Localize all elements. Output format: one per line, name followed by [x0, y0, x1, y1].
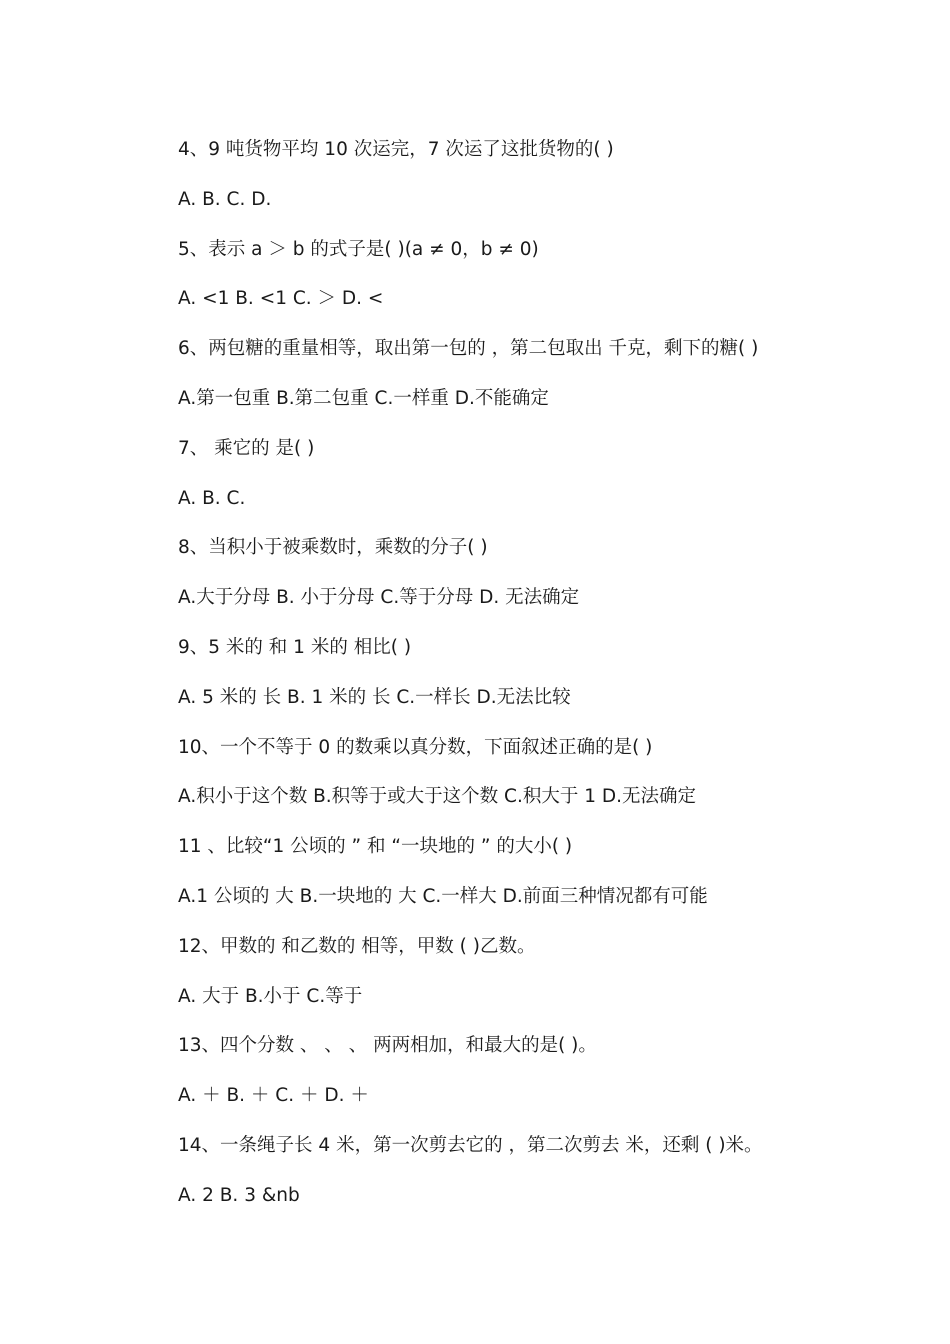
question-7-options: A. B. C. [178, 487, 246, 509]
question-13-text: 13、四个分数 、 、 、 两两相加，和最大的是( )。 [178, 1035, 597, 1057]
question-14-text: 14、一条绳子长 4 米，第一次剪去它的 ，第二次剪去 米，还剩 ( )米。 [178, 1134, 763, 1156]
question-11-text: 11 、比较“1 公顷的 ” 和 “一块地的 ” 的大小( ) [178, 836, 573, 858]
question-6-options: A.第一包重 B.第二包重 C.一样重 D.不能确定 [178, 387, 549, 409]
question-9-text: 9、5 米的 和 1 米的 相比( ) [178, 636, 412, 658]
question-4-options: A. B. C. D. [178, 188, 272, 210]
question-9-options: A. 5 米的 长 B. 1 米的 长 C.一样长 D.无法比较 [178, 686, 571, 708]
question-12-options: A. 大于 B.小于 C.等于 [178, 985, 363, 1007]
question-10-options: A.积小于这个数 B.积等于或大于这个数 C.积大于 1 D.无法确定 [178, 786, 697, 808]
question-5-text: 5、表示 a ＞ b 的式子是( )(a ≠ 0，b ≠ 0) [178, 238, 539, 260]
question-10-text: 10、一个不等于 0 的数乘以真分数，下面叙述正确的是( ) [178, 736, 653, 758]
question-5-options: A. <1 B. <1 C. ＞ D. < [178, 288, 384, 310]
question-8-text: 8、当积小于被乘数时，乘数的分子( ) [178, 537, 488, 559]
question-11-options: A.1 公顷的 大 B.一块地的 大 C.一样大 D.前面三种情况都有可能 [178, 885, 708, 907]
question-8-options: A.大于分母 B. 小于分母 C.等于分母 D. 无法确定 [178, 587, 580, 609]
question-list [178, 136, 878, 1232]
question-13-options: A. ＋ B. ＋ C. ＋ D. ＋ [178, 1085, 369, 1107]
question-7-text: 7、 乘它的 是( ) [178, 437, 315, 459]
question-12-text: 12、甲数的 和乙数的 相等，甲数 ( )乙数。 [178, 935, 536, 957]
question-4-text: 4、9 吨货物平均 10 次运完，7 次运了这批货物的( ) [178, 139, 614, 160]
question-6-text: 6、两包糖的重量相等，取出第一包的 ，第二包取出 千克，剩下的糖( ) [178, 338, 759, 360]
question-14-options: A. 2 B. 3 &nb [178, 1184, 300, 1206]
